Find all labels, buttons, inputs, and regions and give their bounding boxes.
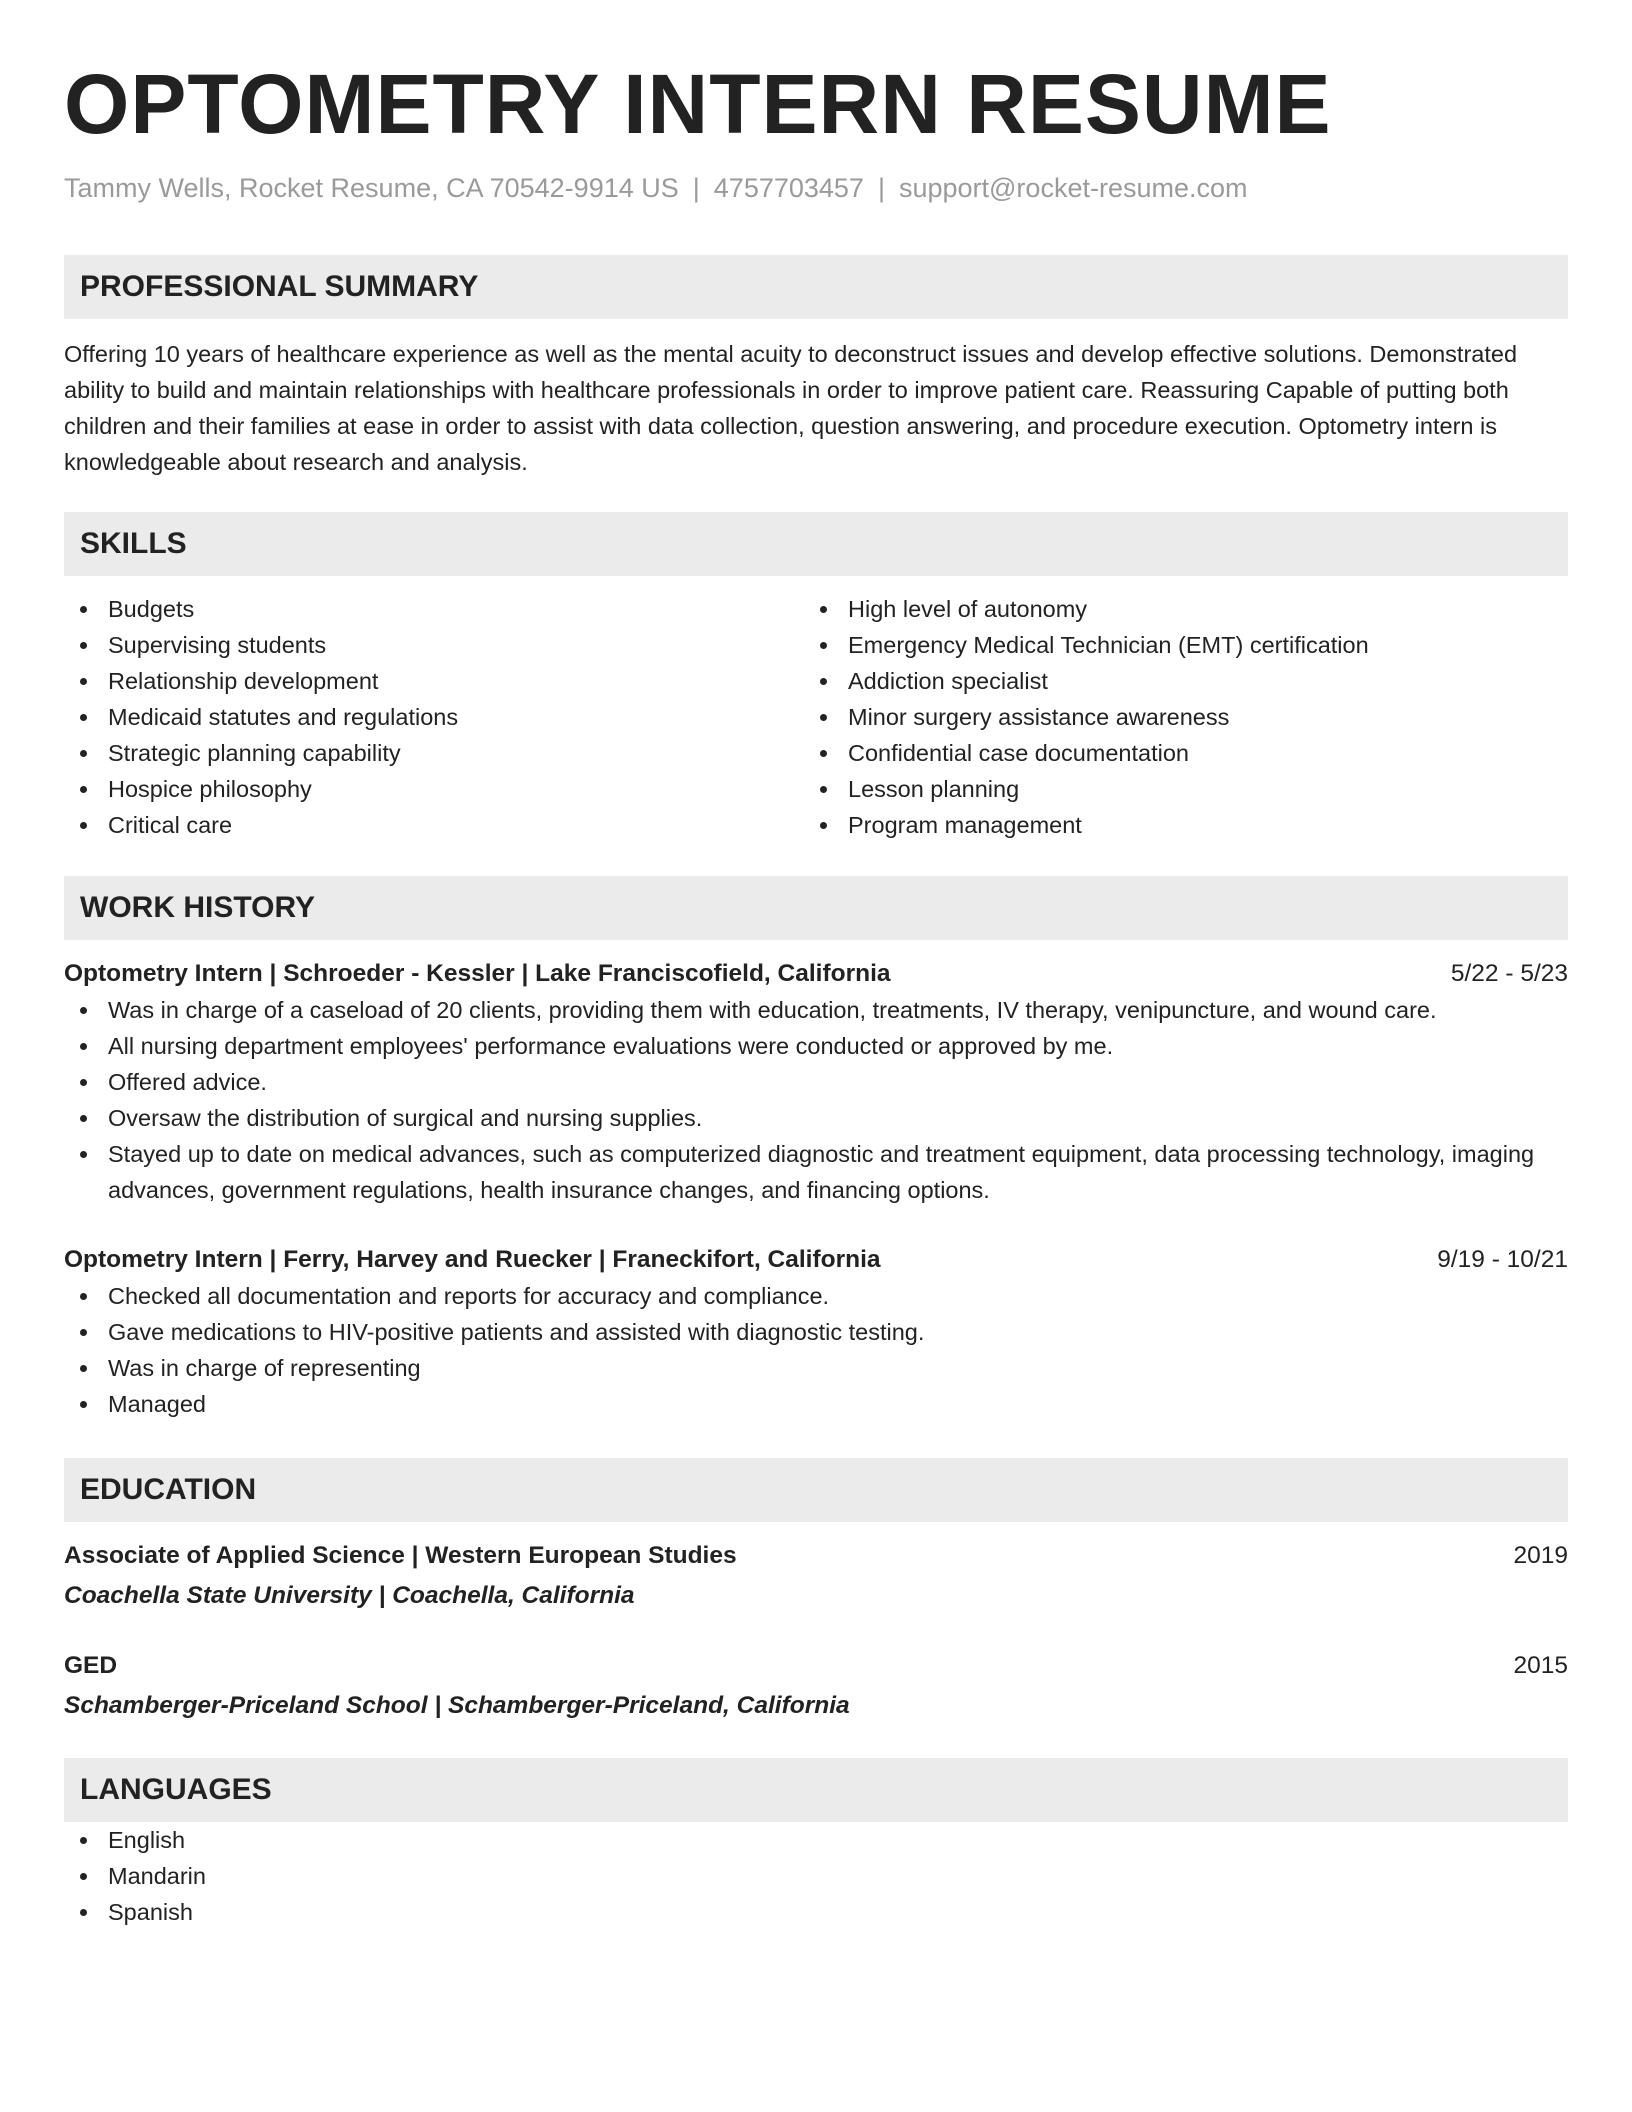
skill-item: Emergency Medical Technician (EMT) certification xyxy=(804,627,1564,663)
job-entry-header xyxy=(64,1242,1568,1278)
education-year: 2019 xyxy=(1513,1542,1568,1569)
language-item: English xyxy=(64,1822,1568,1858)
education-entry-header xyxy=(64,1538,1568,1574)
job-title: Optometry Intern | Ferry, Harvey and Ruecker | Franeckifort, California xyxy=(64,1246,881,1273)
contact-line xyxy=(64,170,1568,206)
job-duty-item: Stayed up to date on medical advances, such as computerized diagnostic and treatment equipment, data processing technology, imaging advances, government regulations, health insurance changes, and financing options. xyxy=(64,1136,1568,1208)
job-dates: 5/22 - 5/23 xyxy=(1450,960,1568,987)
job-duty-item: Gave medications to HIV-positive patients and assisted with diagnostic testing. xyxy=(64,1314,1568,1350)
summary-text: Offering 10 years of healthcare experience as well as the mental acuity to deconstruct issues and develop effective solutions. Demonstrated ability to build and maintain relationships with healthcare professionals in order to improve patient care. Reassuring Capable of putting both children and their families at ease in order to assist with data collection, question answering, and procedure execution. Optometry intern is knowledgeable about research and analysis. xyxy=(64,341,1518,475)
job-duties-list xyxy=(64,1278,1568,1422)
skill-item: Supervising students xyxy=(64,627,804,663)
contact-phone: 4757703457 xyxy=(713,173,864,203)
summary-section-header: PROFESSIONAL SUMMARY xyxy=(64,255,1568,319)
education-section-header: EDUCATION xyxy=(64,1458,1568,1522)
skill-item: Hospice philosophy xyxy=(64,771,804,807)
language-item: Mandarin xyxy=(64,1858,1568,1894)
language-item: Spanish xyxy=(64,1894,1568,1930)
work-history-section-header: WORK HISTORY xyxy=(64,876,1568,940)
skill-item: Strategic planning capability xyxy=(64,735,804,771)
skill-item: Minor surgery assistance awareness xyxy=(804,699,1564,735)
skill-item: Program management xyxy=(804,807,1564,843)
resume-title: OPTOMETRY INTERN RESUME xyxy=(64,57,1332,151)
education-degree: GED xyxy=(64,1652,118,1679)
skill-item: Addiction specialist xyxy=(804,663,1564,699)
skills-list-left xyxy=(64,591,804,843)
contact-separator: | xyxy=(692,173,700,203)
contact-address: Tammy Wells, Rocket Resume, CA 70542-9914 US xyxy=(64,173,679,203)
contact-separator: | xyxy=(877,173,885,203)
skill-item: Budgets xyxy=(64,591,804,627)
skill-item: Relationship development xyxy=(64,663,804,699)
education-school: Coachella State University | Coachella, California xyxy=(64,1582,635,1609)
job-duty-item: Oversaw the distribution of surgical and nursing supplies. xyxy=(64,1100,1568,1136)
job-duty-item: Offered advice. xyxy=(64,1064,1568,1100)
skill-item: High level of autonomy xyxy=(804,591,1564,627)
education-degree: Associate of Applied Science | Western European Studies xyxy=(64,1542,737,1569)
skill-item: Lesson planning xyxy=(804,771,1564,807)
skill-item: Critical care xyxy=(64,807,804,843)
job-entry-header xyxy=(64,956,1568,992)
skills-list-right xyxy=(804,591,1564,843)
job-duty-item: Checked all documentation and reports for accuracy and compliance. xyxy=(64,1278,1568,1314)
skills-section-header: SKILLS xyxy=(64,512,1568,576)
education-school: Schamberger-Priceland School | Schamberger-Priceland, California xyxy=(64,1692,850,1719)
job-title: Optometry Intern | Schroeder - Kessler | Lake Franciscofield, California xyxy=(64,960,891,987)
job-duty-item: Managed xyxy=(64,1386,1568,1422)
job-dates: 9/19 - 10/21 xyxy=(1437,1246,1568,1273)
job-duty-item: Was in charge of a caseload of 20 clients, providing them with education, treatments, IV therapy, venipuncture, and wound care. xyxy=(64,992,1568,1028)
job-duty-item: All nursing department employees' performance evaluations were conducted or approved by me. xyxy=(64,1028,1568,1064)
skill-item: Confidential case documentation xyxy=(804,735,1564,771)
job-duty-item: Was in charge of representing xyxy=(64,1350,1568,1386)
skill-item: Medicaid statutes and regulations xyxy=(64,699,804,735)
languages-section-header: LANGUAGES xyxy=(64,1758,1568,1822)
job-duties-list xyxy=(64,992,1568,1208)
languages-list xyxy=(64,1822,1568,1930)
skills-columns xyxy=(64,591,1568,843)
education-entry-header xyxy=(64,1648,1568,1684)
education-year: 2015 xyxy=(1513,1652,1568,1679)
contact-email: support@rocket-resume.com xyxy=(898,173,1248,203)
